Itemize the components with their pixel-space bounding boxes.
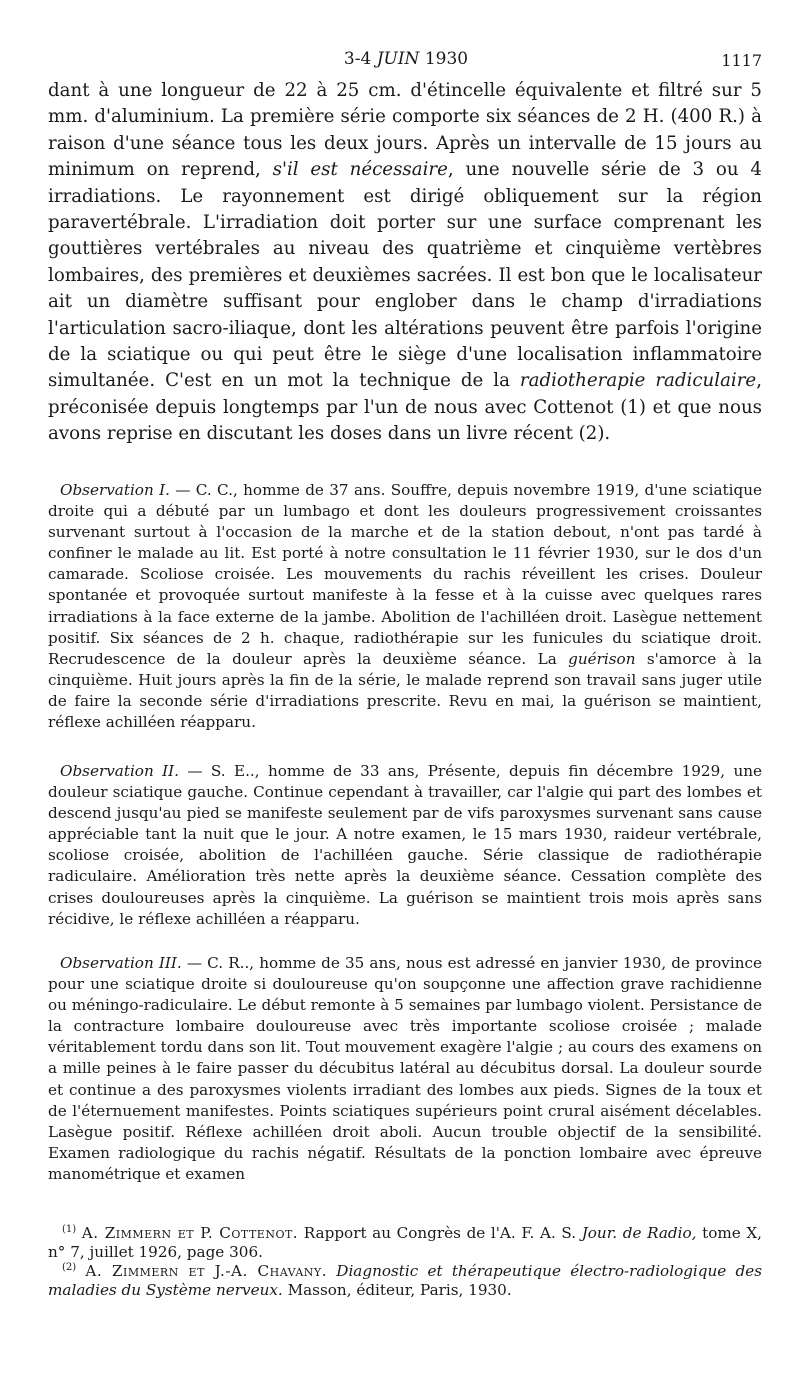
footnote-text: Rapport au Congrès de l'A. F. A. S. bbox=[298, 1224, 582, 1242]
observation-text: — S. E.., homme de 33 ans, Présente, depuis fin décembre 1929, une douleur sciatique gauche. Continue cependant à travailler, car l'algie qui part des lombes et descend jusqu'au pied se manifeste seulement par de vifs paroxysmes survenant sans cause appréciable tant la nuit que le jour. A notre examen, le 15 mars 1930, raideur vertébrale, scoliose croisée, abolition de l'achilléen gauche. Série classique de radiothérapie radiculaire. Amélioration très nette après la deuxième séance. Cessation complète des crises douloureuses après la cinquième. La guérison se maintient trois mois après sans récidive, le réflexe achilléen a réapparu. bbox=[48, 762, 762, 928]
observation-text: s'amorce à la cinquième. Huit jours après la fin de la série, le malade reprend son travail sans juger utile de faire la seconde série d'irradiations prescrite. Revu en mai, la guérison se maintient, réflexe achilléen réapparu. bbox=[48, 649, 762, 732]
footnote-emphasis: Diagnostic et thérapeutique électro-radiologique des maladies du Système nerveux. bbox=[48, 1262, 763, 1299]
footnote-emphasis: Jour. de Radio, bbox=[581, 1224, 697, 1242]
body-text-part: , préconisée depuis longtemps par l'un de nous avec Cottenot (1) et que nous avons reprise en discutant les doses dans un livre récent (2). bbox=[48, 370, 762, 445]
footnotes bbox=[48, 1224, 762, 1300]
observation-text: — C. R.., homme de 35 ans, nous est adressé en janvier 1930, de province pour une sciatique droite si douloureuse qu'on soupçonne une affection grave rachidienne ou méningo-radiculaire. Le début remonte à 5 semaines par lumbago violent. Persistance de la contracture lombaire douloureuse avec très importante scoliose croisée ; malade véritablement tordu dans son lit. Tout mouvement exagère l'algie ; au cours des examens on a mille peines à le faire passer du décubitus latéral au décubitus dorsal. La douleur sourde et continue a des paroxysmes violents irradiant des lombes aux pieds. Signes de la toux et de l'éternuement manifestes. Points sciatiques supérieurs point crural aisément décelables. Lasègue positif. Réflexe achilléen droit aboli. Aucun trouble objectif de la sensibilité. Examen radiologique du rachis négatif. Résultats de la ponction lombaire avec épreuve manométrique et examen bbox=[48, 954, 762, 1183]
observation-emphasis: guérison bbox=[568, 649, 636, 668]
body-paragraph bbox=[48, 78, 762, 448]
observation-text: — C. C., homme de 37 ans. Souffre, depuis novembre 1919, d'une sciatique droite qui a débuté par un lumbago et dont les douleurs progressivement croissantes survenant surtout à l'occasion de la marche et de la station debout, n'ont pas tardé à confiner le malade au lit. Est porté à notre consultation le 11 février 1930, sur le dos d'un camarade. Scoliose croisée. Les mouvements du rachis réveillent les crises. Douleur spontanée et provoquée surtout manifeste à la fesse et à la cuisse avec quelques rares irradiations à la face externe de la jambe. Abolition de l'achilléen droit. Lasègue nettement positif. Six séances de 2 h. chaque, radiothérapie sur les funicules du sciatique droit. Recrudescence de la douleur après la deuxième séance. La bbox=[48, 481, 763, 668]
footnote-mark: (1) bbox=[62, 1223, 77, 1235]
observation-title: Observation I. bbox=[60, 481, 170, 499]
footnote-authors: A. Zimmern et J.-A. Chavany. bbox=[85, 1262, 328, 1280]
footnote-text: Masson, éditeur, Paris, 1930. bbox=[282, 1281, 512, 1299]
footnote-authors: A. Zimmern et P. Cottenot. bbox=[81, 1224, 299, 1242]
body-emphasis: radiotherapie radiculaire bbox=[519, 370, 757, 392]
header-date-prefix: 3-4 bbox=[343, 49, 372, 69]
body-text-part: dant à une longueur de 22 à 25 cm. d'étincelle équivalente et filtré sur 5 mm. d'aluminium. La première série comporte six séances de 2 H. (400 R.) à raison d'une séance tous les deux jours. Après un intervalle de 15 jours au minimum on reprend, bbox=[48, 80, 762, 181]
observation-paragraph bbox=[48, 761, 762, 930]
page-header bbox=[48, 46, 764, 72]
header-year: 1930 bbox=[424, 49, 469, 69]
body-text-part: , une nouvelle série de 3 ou 4 irradiations. Le rayonnement est dirigé obliquement sur la région paravertébrale. L'irradiation doit porter sur une surface comprenant les gouttières vertébrales au niveau des quatrième et cinquième vertèbres lombaires, des premières et deuxièmes sacrées. Il est bon que le localisateur ait un diamètre suffisant pour englober dans le champ d'irradiations l'articulation sacro-iliaque, dont les altérations peuvent être parfois l'origine de la sciatique ou qui peut être le siège d'une localisation inflammatoire simultanée. C'est en un mot la technique de la bbox=[48, 159, 762, 392]
running-head bbox=[48, 46, 764, 72]
footnote bbox=[48, 1224, 762, 1262]
observation-paragraph bbox=[48, 480, 762, 733]
footnote bbox=[48, 1262, 762, 1300]
observation-paragraph bbox=[48, 953, 762, 1185]
body-emphasis: s'il est nécessaire bbox=[272, 159, 448, 181]
header-month: JUIN bbox=[376, 49, 420, 69]
observation-title: Observation III. bbox=[60, 954, 182, 972]
observation-title: Observation II. bbox=[60, 762, 179, 780]
footnote-text: tome X, n° 7, juillet 1926, page 306. bbox=[48, 1224, 763, 1261]
page-number: 1117 bbox=[721, 51, 762, 70]
footnote-text bbox=[327, 1262, 336, 1280]
footnote-mark: (2) bbox=[62, 1261, 77, 1273]
